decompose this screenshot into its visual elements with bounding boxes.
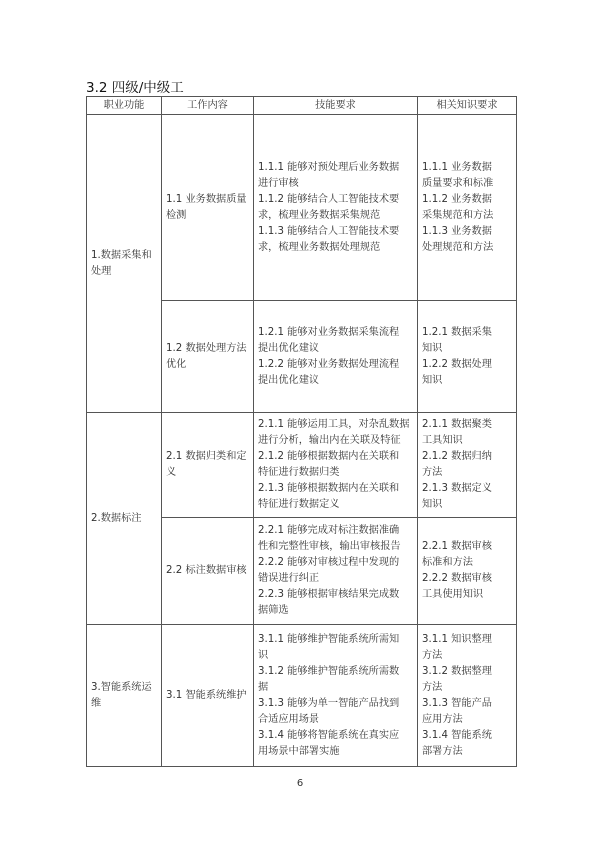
knowledge-item: 3.1.3 智能产品 应用方法	[422, 697, 492, 725]
knowledge-cell	[418, 413, 517, 518]
content-text: 1.1 业务数据质量 检测	[166, 193, 247, 221]
skill-requirements-table	[86, 96, 517, 767]
knowledge-cell	[418, 301, 517, 413]
skill-item: 2.2.2 能够对审核过程中发现的 错误进行纠正	[258, 557, 400, 584]
table-row	[87, 115, 517, 301]
skill-item: 1.2.2 能够对业务数据处理流程 提出优化建议	[258, 358, 400, 386]
skill-item: 2.1.1 能够运用工具，对杂乱数据 进行分析，输出内在关联及特征	[258, 419, 410, 446]
content-cell	[162, 115, 254, 301]
skill-item: 1.1.1 能够对预处理后业务数据 进行审核	[258, 161, 400, 189]
content-text: 3.1 智能系统维护	[166, 689, 247, 701]
knowledge-cell	[418, 518, 517, 625]
knowledge-item: 1.1.1 业务数据 质量要求和标准	[422, 161, 494, 189]
skill-item: 2.2.3 能够根据审核结果完成数 据筛选	[258, 589, 400, 616]
skills-cell	[254, 518, 418, 625]
function-cell	[87, 115, 162, 413]
skill-item: 1.1.3 能够结合人工智能技术要 求，梳理业务数据处理规范	[258, 225, 400, 253]
knowledge-item: 3.1.2 数据整理 方法	[422, 665, 492, 693]
knowledge-item: 1.2.1 数据采集 知识	[422, 326, 492, 354]
skill-item: 2.2.1 能够完成对标注数据准确 性和完整性审核，输出审核报告	[258, 525, 401, 552]
knowledge-item: 2.1.3 数据定义 知识	[422, 483, 492, 510]
skill-item: 2.1.2 能够根据数据内在关联和 特征进行数据归类	[258, 451, 400, 478]
knowledge-cell	[418, 115, 517, 301]
header-skill-requirements: 技能要求	[254, 97, 418, 115]
knowledge-item: 3.1.4 智能系统 部署方法	[422, 729, 492, 757]
table-row	[87, 413, 517, 518]
content-text: 1.2 数据处理方法 优化	[166, 342, 247, 370]
skill-item: 2.1.3 能够根据数据内在关联和 特征进行数据定义	[258, 483, 400, 510]
skill-item: 3.1.2 能够维护智能系统所需数 据	[258, 665, 400, 693]
content-cell	[162, 625, 254, 767]
header-work-content: 工作内容	[162, 97, 254, 115]
skills-cell	[254, 625, 418, 767]
page-number: 6	[296, 778, 304, 789]
content-text: 2.1 数据归类和定 义	[166, 451, 247, 478]
skill-item: 3.1.1 能够维护智能系统所需知 识	[258, 633, 400, 661]
knowledge-item: 2.1.1 数据聚类 工具知识	[422, 419, 492, 446]
knowledge-item: 2.2.2 数据审核 工具使用知识	[422, 573, 492, 600]
function-text: 1.数据采集和 处理	[91, 249, 152, 277]
knowledge-item: 3.1.1 知识整理 方法	[422, 633, 492, 661]
function-cell	[87, 625, 162, 767]
function-text: 2.数据标注	[91, 512, 142, 524]
skills-cell	[254, 115, 418, 301]
header-occupational-function: 职业功能	[87, 97, 162, 115]
skill-item: 1.1.2 能够结合人工智能技术要 求，梳理业务数据采集规范	[258, 193, 400, 221]
section-title: 3.2 四级/中级工	[86, 80, 184, 96]
skills-cell	[254, 413, 418, 518]
knowledge-item: 2.2.1 数据审核 标准和方法	[422, 541, 492, 568]
knowledge-item: 1.1.3 业务数据 处理规范和方法	[422, 225, 494, 253]
content-cell	[162, 301, 254, 413]
header-knowledge-requirements: 相关知识要求	[418, 97, 517, 115]
content-text: 2.2 标注数据审核	[166, 565, 247, 576]
knowledge-item: 2.1.2 数据归纳 方法	[422, 451, 492, 478]
skills-cell	[254, 301, 418, 413]
knowledge-cell	[418, 625, 517, 767]
table-header-row	[87, 97, 517, 115]
skill-item: 3.1.4 能够将智能系统在真实应 用场景中部署实施	[258, 729, 400, 757]
skill-item: 1.2.1 能够对业务数据采集流程 提出优化建议	[258, 326, 400, 354]
function-cell	[87, 413, 162, 625]
content-cell	[162, 413, 254, 518]
knowledge-item: 1.2.2 数据处理 知识	[422, 358, 492, 386]
skill-item: 3.1.3 能够为单一智能产品找到 合适应用场景	[258, 697, 400, 725]
function-text: 3.智能系统运 维	[91, 681, 152, 709]
table-row	[87, 625, 517, 767]
content-cell	[162, 518, 254, 625]
knowledge-item: 1.1.2 业务数据 采集规范和方法	[422, 193, 494, 221]
